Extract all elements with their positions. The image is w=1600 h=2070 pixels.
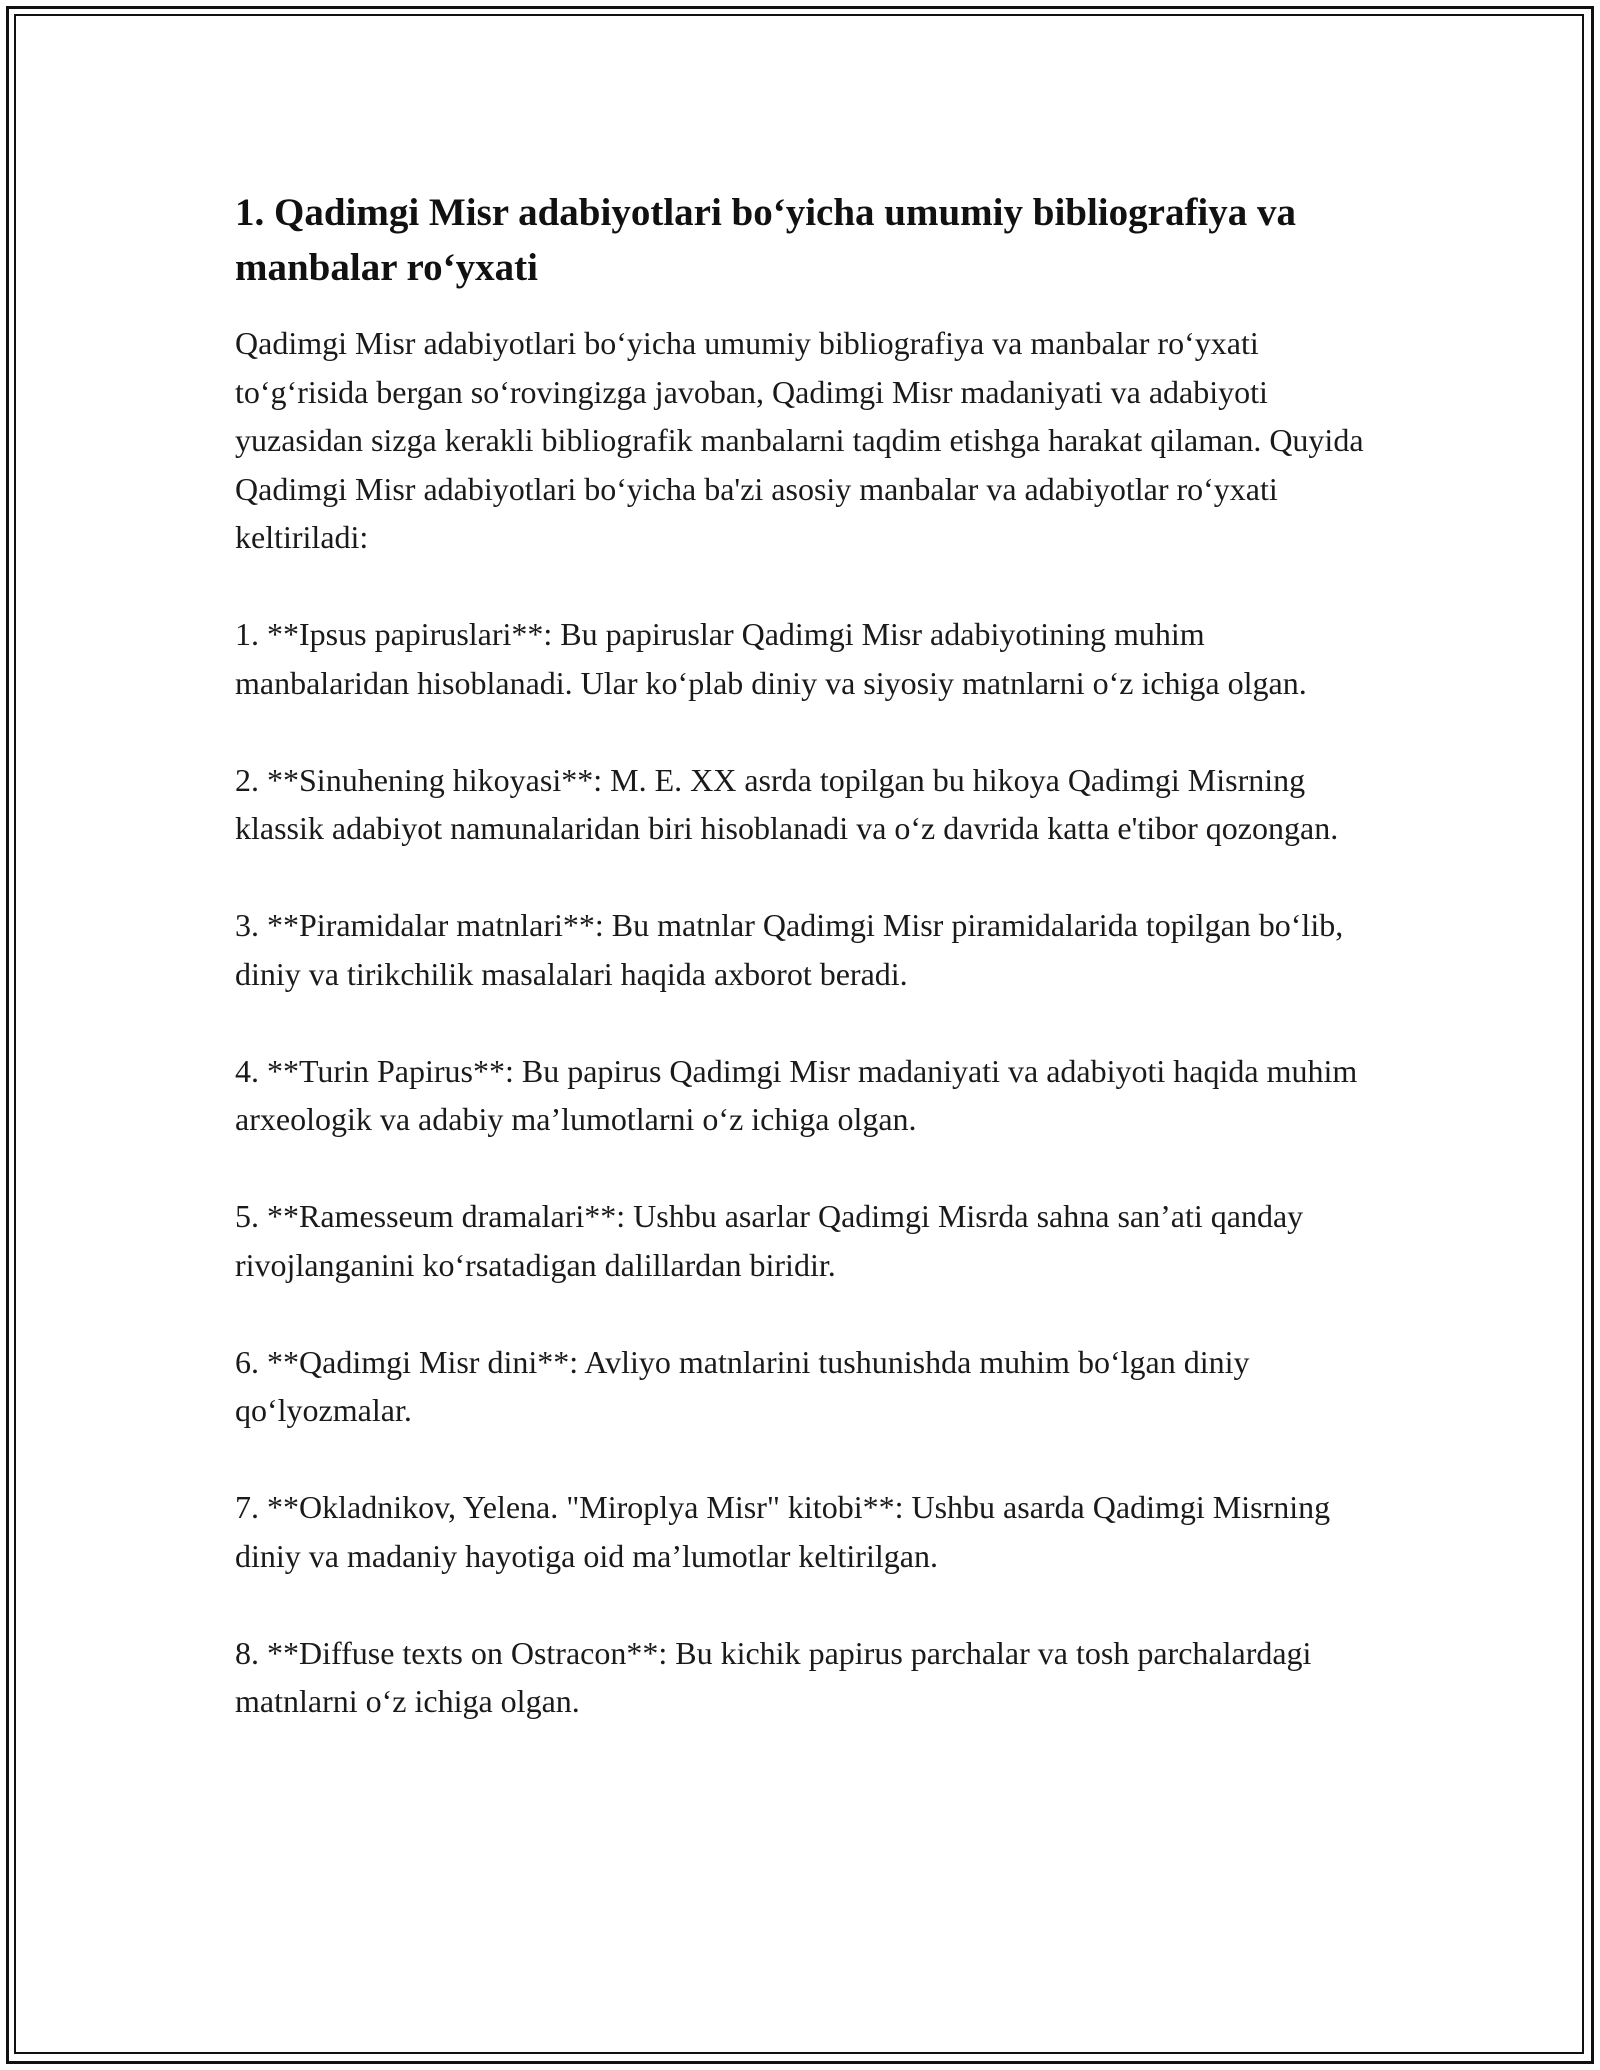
list-item: 6. **Qadimgi Misr dini**: Avliyo matnlarini tushunishda muhim bo‘lgan diniy qo‘lyozmalar.	[235, 1343, 1250, 1428]
list-item: 4. **Turin Papirus**: Bu papirus Qadimgi Misr madaniyati va adabiyoti haqida muhim arxeologik va adabiy ma’lumotlarni o‘z ichiga olgan.	[235, 1052, 1358, 1137]
list-item: 7. **Okladnikov, Yelena. "Miroplya Misr" kitobi**: Ushbu asarda Qadimgi Misrning diniy va madaniy hayotiga oid ma’lumotlar keltirilgan.	[235, 1489, 1331, 1574]
intro-paragraph: Qadimgi Misr adabiyotlari bo‘yicha umumiy bibliografiya va manbalar ro‘yxati to‘g‘risida bergan so‘rovingizga javoban, Qadimgi Misr madaniyati va adabiyoti yuzasidan sizga kerakli bibliografik manbalarni taqdim etishga harakat qilaman. Quyida Qadimgi Misr adabiyotlari bo‘yicha ba'zi asosiy manbalar va adabiyotlar ro‘yxati keltiriladi:	[235, 325, 1364, 555]
list-item: 1. **Ipsus papiruslari**: Bu papiruslar Qadimgi Misr adabiyotining muhim manbalaridan hisoblanadi. Ular ko‘plab diniy va siyosiy matnlarni o‘z ichiga olgan.	[235, 616, 1307, 701]
list-item: 3. **Piramidalar matnlari**: Bu matnlar Qadimgi Misr piramidalarida topilgan bo‘lib, diniy va tirikchilik masalalari haqida axborot beradi.	[235, 907, 1344, 992]
list-item: 5. **Ramesseum dramalari**: Ushbu asarlar Qadimgi Misrda sahna san’ati qanday rivojlanganini ko‘rsatadigan dalillardan biridir.	[235, 1198, 1304, 1283]
list-item: 8. **Diffuse texts on Ostracon**: Bu kichik papirus parchalar va tosh parchalardagi matnlarni o‘z ichiga olgan.	[235, 1634, 1312, 1719]
document-title: 1. Qadimgi Misr adabiyotlari bo‘yicha umumiy bibliografiya va manbalar ro‘yxati	[235, 191, 1297, 289]
list-item: 2. **Sinuhening hikoyasi**: M. E. XX asrda topilgan bu hikoya Qadimgi Misrning klassik adabiyot namunalaridan biri hisoblanadi va o‘z davrida katta e'tibor qozongan.	[235, 761, 1339, 846]
document-body	[235, 185, 1375, 1726]
